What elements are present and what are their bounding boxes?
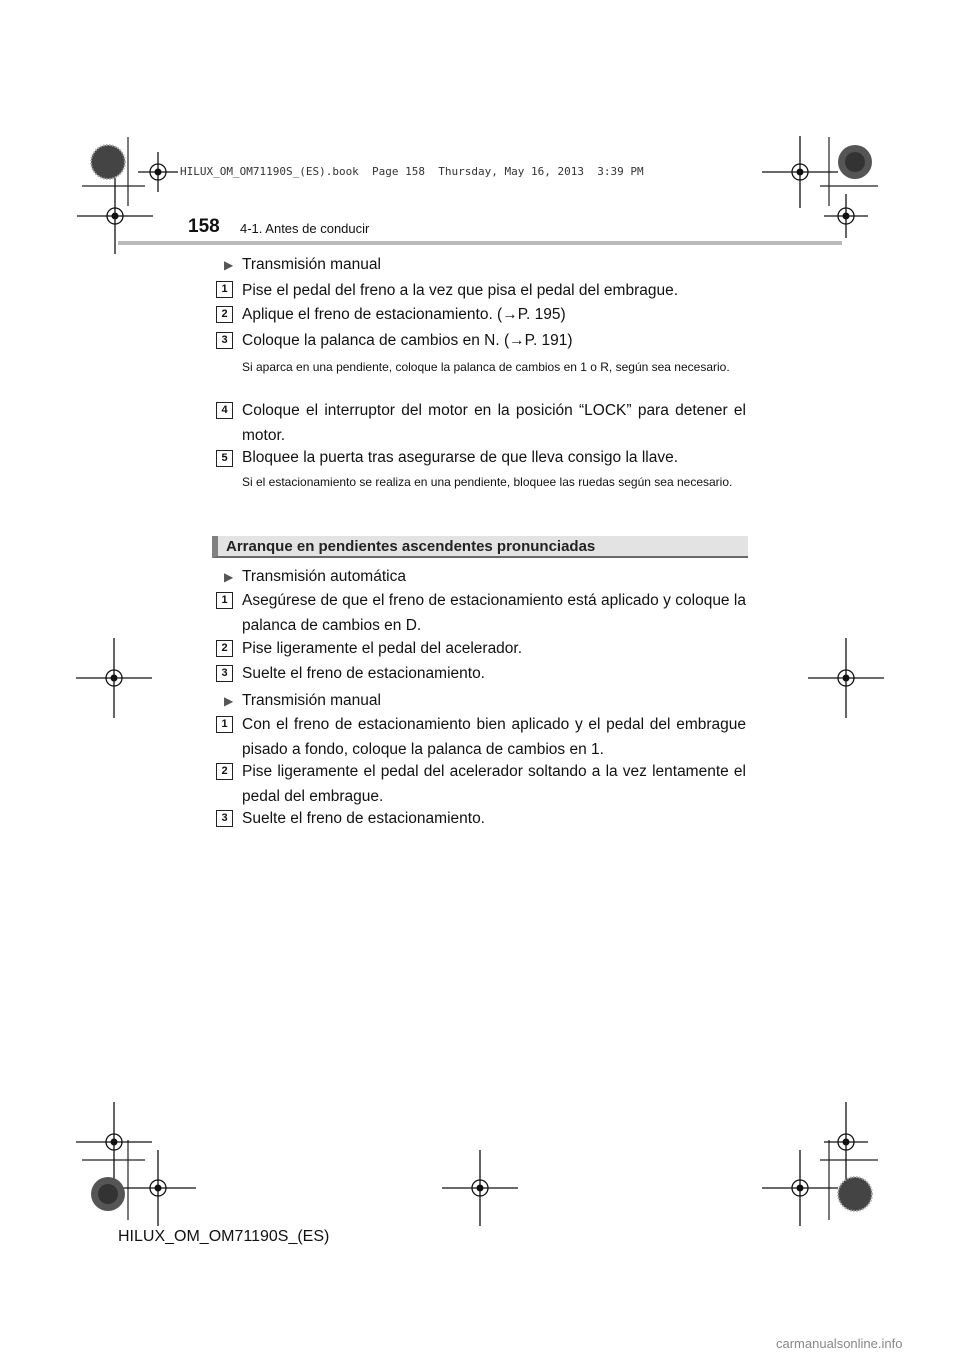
step-badge: 5	[216, 450, 233, 467]
arrow-icon: ▶	[224, 570, 234, 584]
step-badge: 2	[216, 640, 233, 657]
book-header: HILUX_OM_OM71190S_(ES).book Page 158 Thursday, May 16, 2013 3:39 PM	[180, 165, 644, 178]
note-text: Si el estacionamiento se realiza en una pendiente, bloquee las ruedas según sea necesario.	[242, 475, 733, 489]
step-badge: 3	[216, 665, 233, 682]
step-badge: 1	[216, 281, 233, 298]
subheading-manual-start: Transmisión manual	[242, 692, 381, 709]
step-text: Suelte el freno de estacionamiento.	[242, 810, 485, 827]
step-badge: 2	[216, 763, 233, 780]
note-text: Si aparca en una pendiente, coloque la palanca de cambios en 1 o R, según sea necesario.	[242, 360, 730, 374]
step-badge: 4	[216, 402, 233, 419]
subheading-manual-parking: Transmisión manual	[242, 256, 381, 273]
section-title: 4-1. Antes de conducir	[240, 221, 370, 236]
subheading-automatic: Transmisión automática	[242, 568, 406, 585]
step-badge: 3	[216, 332, 233, 349]
footer-code: HILUX_OM_OM71190S_(ES)	[118, 1228, 330, 1245]
step-text: Suelte el freno de estacionamiento.	[242, 665, 485, 682]
step-text: Coloque el interruptor del motor en la posición “LOCK” para detener el motor.	[242, 402, 746, 444]
watermark: carmanualsonline.info	[776, 1336, 903, 1351]
arrow-icon: ▶	[224, 694, 234, 708]
step-badge: 1	[216, 716, 233, 733]
step-badge: 2	[216, 306, 233, 323]
step-text: Pise ligeramente el pedal del acelerador soltando a la vez lentamente el pedal del embrague.	[242, 763, 746, 805]
arrow-icon: ▶	[224, 258, 234, 272]
step-text: Pise el pedal del freno a la vez que pisa el pedal del embrague.	[242, 282, 679, 299]
step-badge: 3	[216, 810, 233, 827]
page-number: 158	[188, 216, 220, 237]
step-text: Pise ligeramente el pedal del acelerador.	[242, 640, 523, 657]
step-text: Bloquee la puerta tras asegurarse de que lleva consigo la llave.	[242, 449, 678, 466]
step-text: Coloque la palanca de cambios en N. (→P. 191)	[242, 332, 573, 349]
step-text: Con el freno de estacionamiento bien aplicado y el pedal del embrague pisado a fondo, coloque la palanca de cambios en 1.	[242, 716, 746, 758]
step-badge: 1	[216, 592, 233, 609]
step-text: Asegúrese de que el freno de estacionamiento está aplicado y coloque la palanca de cambios en D.	[242, 592, 746, 634]
section-heading: Arranque en pendientes ascendentes pronunciadas	[212, 536, 748, 558]
header-rule	[118, 241, 842, 245]
step-text: Aplique el freno de estacionamiento. (→P. 195)	[242, 306, 566, 323]
